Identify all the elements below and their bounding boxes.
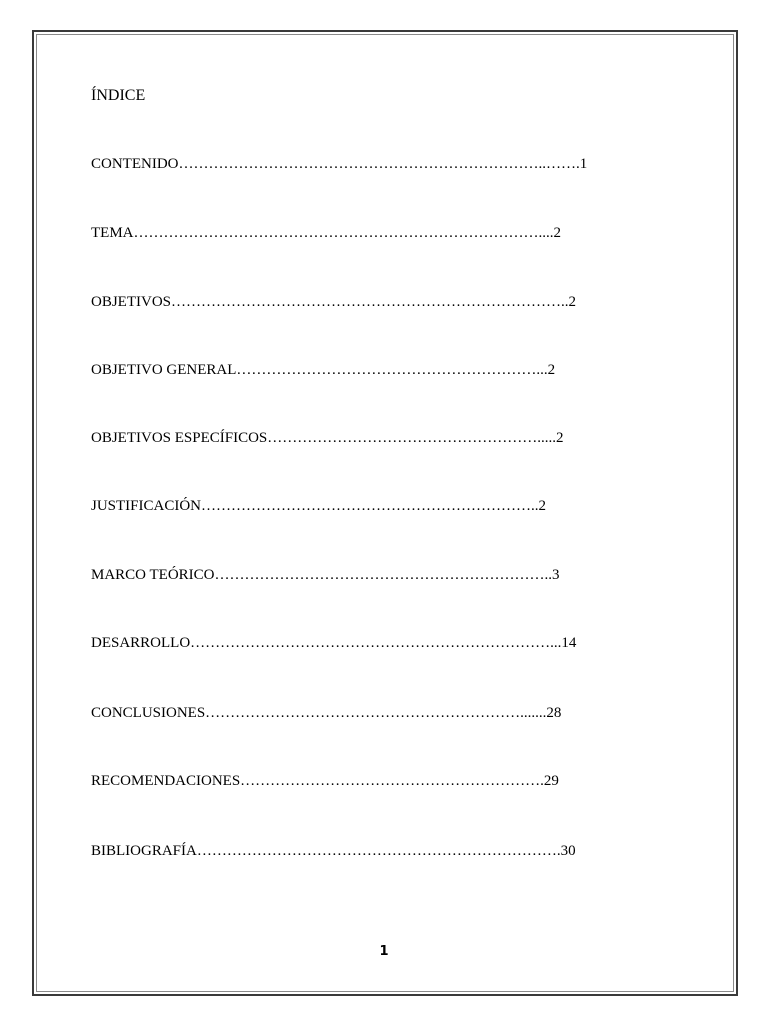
toc-entry-marco-teorico: MARCO TEÓRICO…………………………………………………………..3: [91, 567, 560, 583]
toc-entry-recomendaciones: RECOMENDACIONES…………………………………………………….29: [91, 773, 559, 789]
toc-entry-conclusiones: CONCLUSIONES……………………………………………………….......28: [91, 705, 562, 721]
toc-entry-justificacion: JUSTIFICACIÓN…………………………………………………………..2: [91, 498, 547, 514]
toc-entry-bibliografia: BIBLIOGRAFÍA……………………………………………………………….30: [91, 843, 576, 859]
toc-entry-tema: TEMA………………………………………………………………………....2: [91, 225, 561, 241]
page-number: 1: [379, 944, 389, 959]
toc-entry-objetivos: OBJETIVOS……………………………………………………………………..2: [91, 294, 577, 310]
toc-title: ÍNDICE: [91, 87, 146, 104]
toc-entry-objetivo-general: OBJETIVO GENERAL……………………………………………………...2: [91, 362, 556, 378]
toc-entry-objetivos-especificos: OBJETIVOS ESPECÍFICOS……………………………………………….....2: [91, 430, 564, 446]
toc-entry-desarrollo: DESARROLLO………………………………………………………………...14: [91, 635, 577, 651]
toc-entry-contenido: CONTENIDO………………………………………………………………..…….1: [91, 156, 588, 172]
